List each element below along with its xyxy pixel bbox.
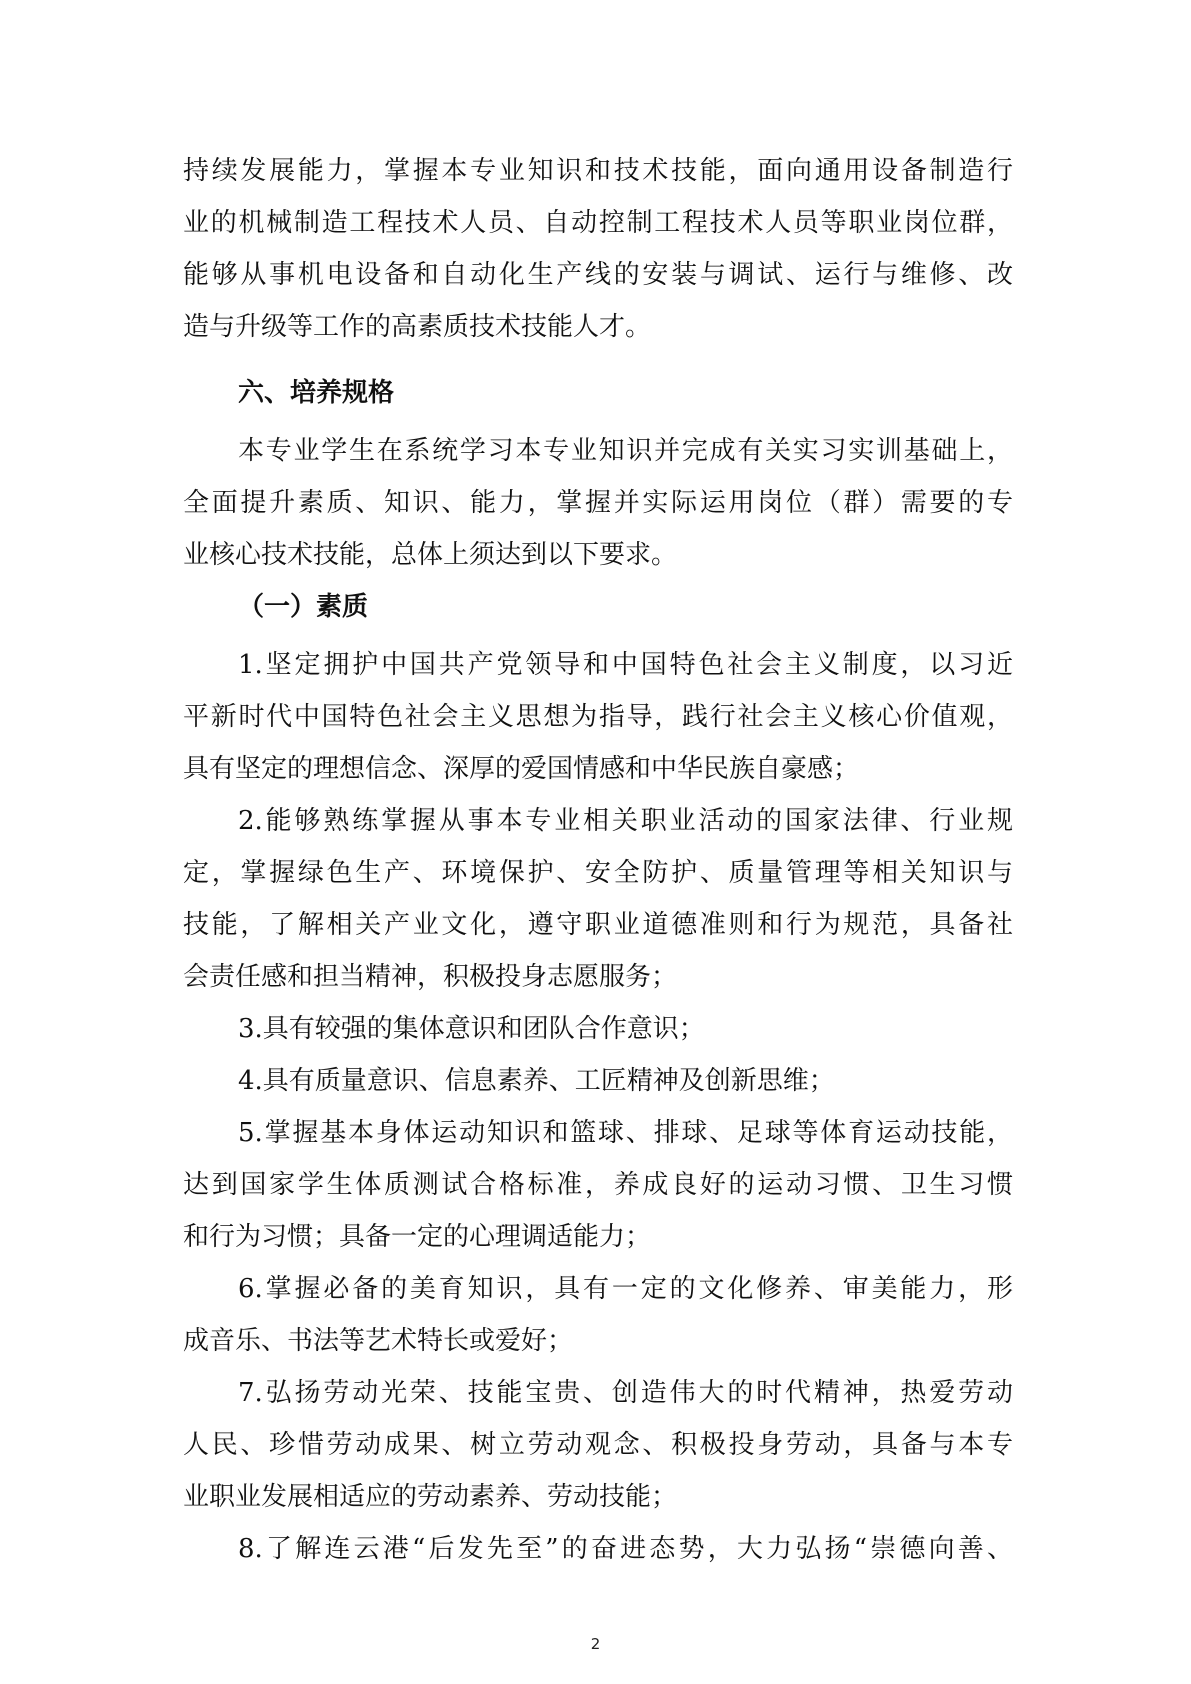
paragraph-line: 能够从事机电设备和自动化生产线的安装与调试、运行与维修、改 — [183, 260, 1013, 290]
paragraph-line: 具有坚定的理想信念、深厚的爱国情感和中华民族自豪感； — [183, 754, 860, 784]
paragraph-line: 8.了解连云港“后发先至”的奋进态势，大力弘扬“崇德向善、 — [238, 1534, 1013, 1564]
list-item — [183, 1107, 1013, 1263]
paragraph-line: 达到国家学生体质测试合格标准，养成良好的运动习惯、卫生习惯 — [183, 1170, 1013, 1200]
list-item — [183, 1055, 1013, 1107]
paragraph-line: 5.掌握基本身体运动知识和篮球、排球、足球等体育运动技能， — [238, 1118, 1013, 1148]
paragraph-line: 平新时代中国特色社会主义思想为指导，践行社会主义核心价值观， — [183, 702, 1013, 732]
paragraph-line: 6.掌握必备的美育知识，具有一定的文化修养、审美能力，形 — [238, 1274, 1013, 1304]
paragraph-line: 2.能够熟练掌握从事本专业相关职业活动的国家法律、行业规 — [238, 806, 1013, 836]
list-item — [183, 795, 1013, 1003]
paragraph-line: 业职业发展相适应的劳动素养、劳动技能； — [183, 1482, 678, 1512]
paragraph-line: 定，掌握绿色生产、环境保护、安全防护、质量管理等相关知识与 — [183, 858, 1013, 888]
paragraph-line: 7.弘扬劳动光荣、技能宝贵、创造伟大的时代精神，热爱劳动 — [238, 1378, 1013, 1408]
paragraph-line: 持续发展能力，掌握本专业知识和技术技能，面向通用设备制造行 — [183, 156, 1013, 186]
paragraph-line: 4.具有质量意识、信息素养、工匠精神及创新思维； — [238, 1066, 835, 1096]
subsection-heading: （一）素质 — [238, 592, 369, 622]
section-heading: 六、培养规格 — [238, 378, 395, 408]
section-intro-paragraph — [183, 425, 1013, 581]
list-item — [183, 1523, 1013, 1575]
quality-items-list — [183, 639, 1013, 1575]
paragraph-line: 成音乐、书法等艺术特长或爱好； — [183, 1326, 574, 1356]
paragraph-line: 全面提升素质、知识、能力，掌握并实际运用岗位（群）需要的专 — [183, 488, 1013, 518]
paragraph-line: 3.具有较强的集体意识和团队合作意识； — [238, 1014, 705, 1044]
paragraph-line: 人民、珍惜劳动成果、树立劳动观念、积极投身劳动，具备与本专 — [183, 1430, 1013, 1460]
list-item — [183, 1003, 1013, 1055]
list-item — [183, 1367, 1013, 1523]
paragraph-line: 和行为习惯；具备一定的心理调适能力； — [183, 1222, 652, 1252]
page-number: 2 — [590, 1635, 601, 1653]
paragraph-line: 1.坚定拥护中国共产党领导和中国特色社会主义制度，以习近 — [238, 650, 1013, 680]
paragraph-line: 技能，了解相关产业文化，遵守职业道德准则和行为规范，具备社 — [183, 910, 1013, 940]
page-body — [183, 145, 1013, 1575]
list-item — [183, 1263, 1013, 1367]
paragraph-line: 会责任感和担当精神，积极投身志愿服务； — [183, 962, 678, 992]
list-item — [183, 639, 1013, 795]
paragraph-line: 本专业学生在系统学习本专业知识并完成有关实习实训基础上， — [238, 436, 1013, 466]
intro-paragraph — [183, 145, 1013, 353]
paragraph-line: 业的机械制造工程技术人员、自动控制工程技术人员等职业岗位群， — [183, 208, 1013, 238]
paragraph-line: 造与升级等工作的高素质技术技能人才。 — [183, 312, 652, 342]
paragraph-line: 业核心技术技能，总体上须达到以下要求。 — [183, 540, 678, 570]
